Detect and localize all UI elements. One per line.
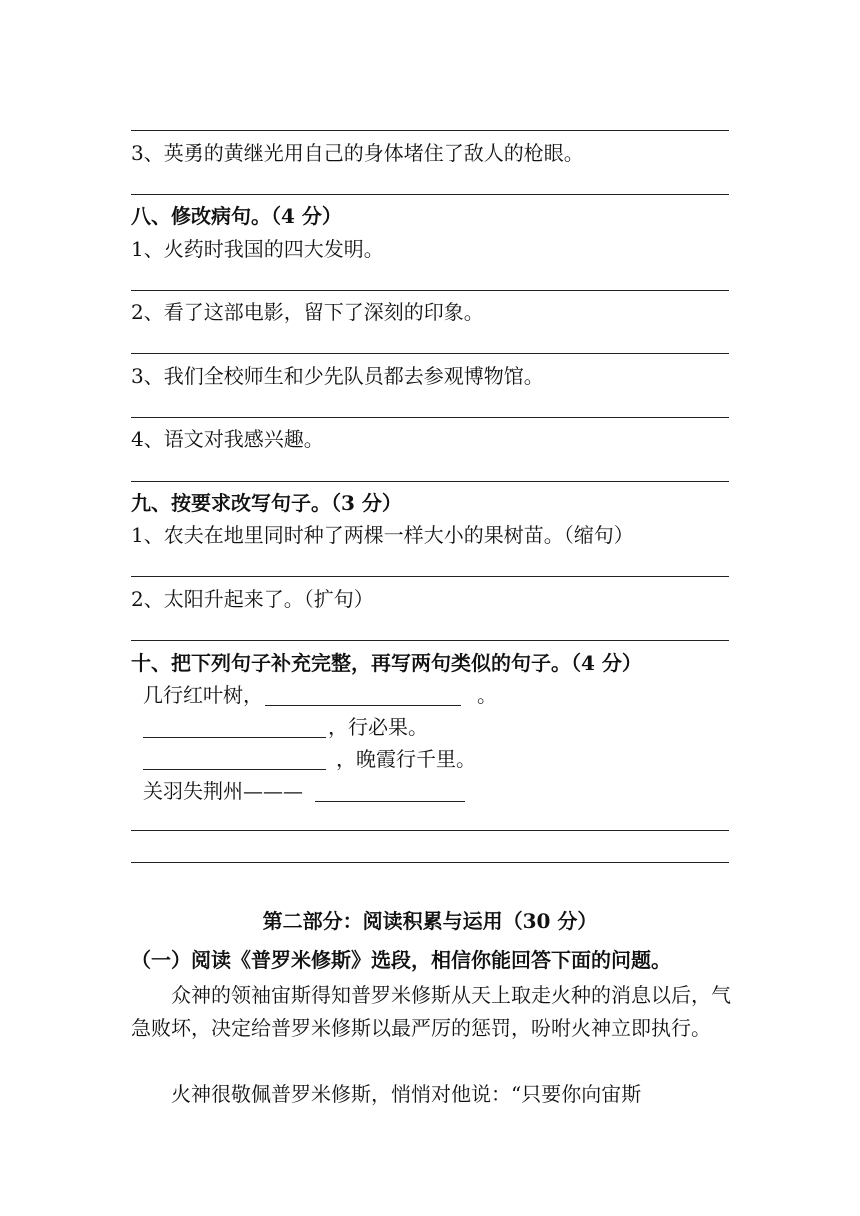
fill-line-4-prefix: 关羽失荆州———	[143, 779, 303, 803]
reading-paragraph-1: 众神的领袖宙斯得知普罗米修斯从天上取走火种的消息以后，气急败坏，决定给普罗米修斯以最严厉的惩罚，吩咐火神立即执行。	[131, 983, 731, 1040]
part2-title: 第二部分：阅读积累与运用（30 分）	[262, 909, 598, 933]
fill-line-2	[143, 714, 428, 740]
fill-line-1-prefix: 几行红叶树，	[143, 683, 263, 707]
fill-line-3-suffix: ，晚霞行千里。	[336, 747, 476, 771]
section10-heading: 十、把下列句子补充完整，再写两句类似的句子。（4 分）	[131, 651, 642, 675]
section8-item-3: 3、我们全校师生和少先队员都去参观博物馆。	[131, 364, 544, 388]
answer-line[interactable]	[131, 830, 729, 831]
fill-line-1	[143, 682, 497, 708]
fill-line-3	[143, 746, 476, 772]
section9-item-2: 2、太阳升起来了。（扩句）	[131, 587, 374, 611]
reading-subheading: （一）阅读《普罗米修斯》选段，相信你能回答下面的问题。	[131, 948, 671, 972]
answer-line[interactable]	[131, 290, 729, 291]
answer-line[interactable]	[131, 481, 729, 482]
fill-line-2-suffix: ，行必果。	[328, 715, 428, 739]
fill-blank[interactable]	[143, 749, 326, 770]
fill-blank[interactable]	[315, 781, 465, 802]
answer-line[interactable]	[131, 640, 729, 641]
fill-line-1-suffix: 。	[477, 683, 497, 707]
answer-line[interactable]	[131, 353, 729, 354]
section8-item-1: 1、火药时我国的四大发明。	[131, 237, 384, 261]
section8-item-4: 4、语文对我感兴趣。	[131, 427, 324, 451]
answer-line[interactable]	[131, 862, 729, 863]
fill-line-4	[143, 778, 465, 804]
fill-blank[interactable]	[143, 717, 326, 738]
answer-line[interactable]	[131, 576, 729, 577]
answer-line[interactable]	[131, 130, 729, 131]
section9-heading: 九、按要求改写句子。（3 分）	[131, 491, 402, 515]
answer-line[interactable]	[131, 194, 729, 195]
answer-line[interactable]	[131, 417, 729, 418]
section7-item-3: 3、英勇的黄继光用自己的身体堵住了敌人的枪眼。	[131, 141, 584, 165]
reading-paragraph-2: 火神很敬佩普罗米修斯，悄悄对他说：“只要你向宙斯	[171, 1082, 642, 1106]
section8-heading: 八、修改病句。（4 分）	[131, 204, 342, 228]
fill-blank[interactable]	[265, 685, 461, 706]
section8-item-2: 2、看了这部电影，留下了深刻的印象。	[131, 300, 484, 324]
section9-item-1: 1、农夫在地里同时种了两棵一样大小的果树苗。（缩句）	[131, 523, 634, 547]
